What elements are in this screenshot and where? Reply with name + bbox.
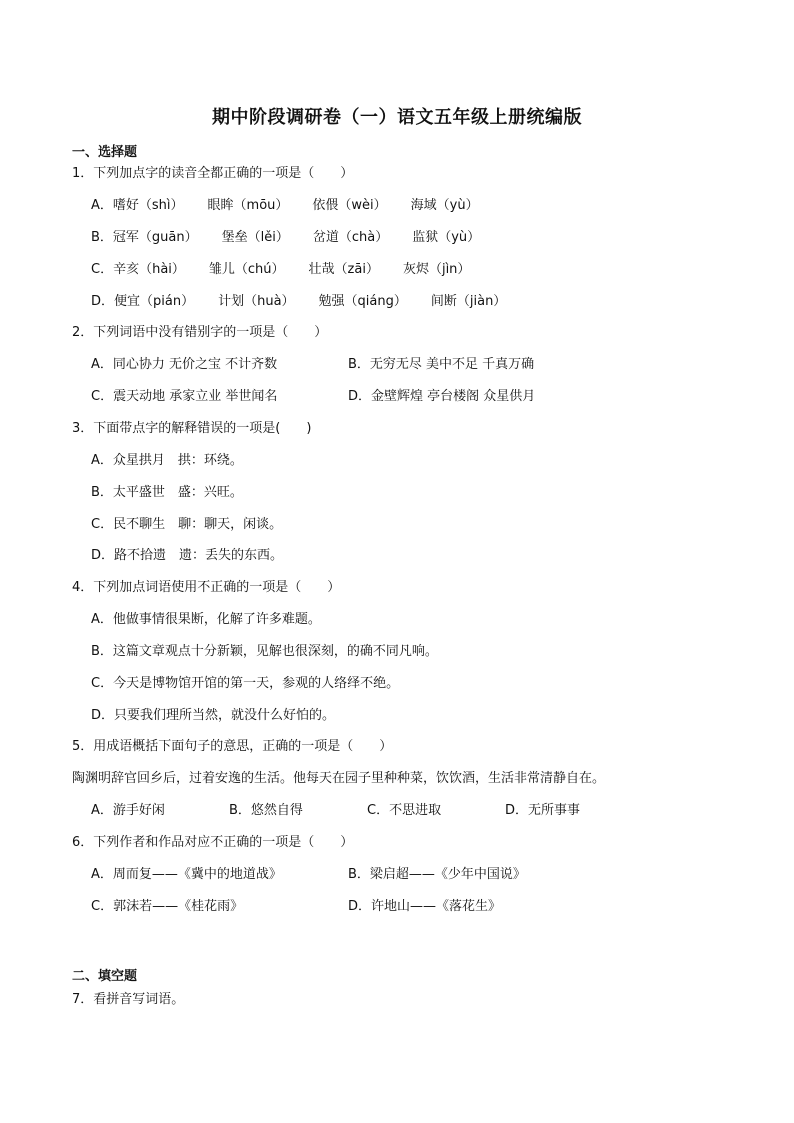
option-c-word-4: 灰烬（jìn）: [402, 262, 471, 277]
question-5-passage: 陶渊明辞官回乡后，过着安逸的生活。他每天在园子里种种菜，饮饮酒，生活非常清静自在。: [72, 771, 606, 786]
question-3-option-b: B．太平盛世 盛：兴旺。: [91, 485, 243, 500]
question-2-stem: 2．下列词语中没有错别字的一项是（ ）: [72, 325, 328, 340]
section-heading-fill-blank: 二、填空题: [72, 969, 138, 984]
question-3-option-a: A．众星拱月 拱：环绕。: [91, 453, 243, 468]
option-d-word-1: D．便宜（pián）: [91, 294, 195, 309]
option-d-word-3: 勉强（qiáng）: [318, 294, 407, 309]
question-6-option-d: D．许地山——《落花生》: [348, 899, 502, 914]
question-2-option-b: B．无穷无尽 美中不足 千真万确: [348, 357, 535, 372]
question-4-option-b: B．这篇文章观点十分新颖，见解也很深刻，的确不同凡响。: [91, 644, 438, 659]
question-2-option-c: C．震天动地 承家立业 举世闻名: [91, 389, 278, 404]
question-1-stem: 1．下列加点字的读音全都正确的一项是（ ）: [72, 166, 354, 181]
option-a-word-1: A．嗜好（shì）: [91, 198, 184, 213]
question-5-stem: 5．用成语概括下面句子的意思，正确的一项是（ ）: [72, 739, 393, 754]
option-b-word-4: 监狱（yù）: [412, 230, 481, 245]
question-4-option-d: D．只要我们理所当然，就没什么好怕的。: [91, 708, 336, 723]
question-3-stem: 3．下面带点字的解释错误的一项是( ): [72, 421, 312, 436]
question-6-option-a: A．周而复——《冀中的地道战》: [91, 867, 282, 882]
question-5-option-b: B．悠然自得: [229, 803, 303, 818]
question-3-option-c: C．民不聊生 聊：聊天，闲谈。: [91, 517, 283, 532]
option-a-word-2: 眼眸（mōu）: [207, 198, 289, 213]
option-c-word-3: 壮哉（zāi）: [308, 262, 379, 277]
question-5-option-a: A．游手好闲: [91, 803, 165, 818]
section-heading-choice: 一、选择题: [72, 145, 138, 160]
question-4-option-c: C．今天是博物馆开馆的第一天，参观的人络绎不绝。: [91, 676, 400, 691]
question-4-stem: 4．下列加点词语使用不正确的一项是（ ）: [72, 580, 341, 595]
option-c-word-1: C．辛亥（hài）: [91, 262, 185, 277]
question-1-option-a: [91, 197, 479, 215]
option-b-word-1: B．冠军（guān）: [91, 230, 198, 245]
question-6-option-b: B．梁启超——《少年中国说》: [348, 867, 526, 882]
option-a-word-4: 海域（yù）: [410, 198, 479, 213]
question-5-option-c: C．不思进取: [367, 803, 442, 818]
question-6-stem: 6．下列作者和作品对应不正确的一项是（ ）: [72, 835, 354, 850]
option-d-word-4: 间断（jiàn）: [430, 294, 507, 309]
question-7-stem: 7．看拼音写词语。: [72, 992, 185, 1007]
option-b-word-3: 岔道（chà）: [312, 230, 389, 245]
question-1-option-b: [91, 229, 480, 247]
option-b-word-2: 堡垒（lěi）: [221, 230, 289, 245]
question-4-option-a: A．他做事情很果断，化解了许多难题。: [91, 612, 321, 627]
question-5-options: [91, 802, 643, 820]
option-d-word-2: 计划（huà）: [218, 294, 295, 309]
question-1-option-c: [91, 261, 470, 279]
option-a-word-3: 依偎（wèi）: [312, 198, 387, 213]
question-3-option-d: D．路不拾遗 遗：丢失的东西。: [91, 548, 284, 563]
question-6-option-c: C．郭沫若——《桂花雨》: [91, 899, 244, 914]
question-5-option-d: D．无所事事: [505, 803, 581, 818]
question-2-option-d: D．金壁辉煌 亭台楼阁 众星供月: [348, 389, 536, 404]
page-title: 期中阶段调研卷（一）语文五年级上册统编版: [212, 107, 582, 128]
option-c-word-2: 雏儿（chú）: [208, 262, 285, 277]
question-1-option-d: [91, 293, 506, 311]
question-2-option-a: A．同心协力 无价之宝 不计齐数: [91, 357, 278, 372]
